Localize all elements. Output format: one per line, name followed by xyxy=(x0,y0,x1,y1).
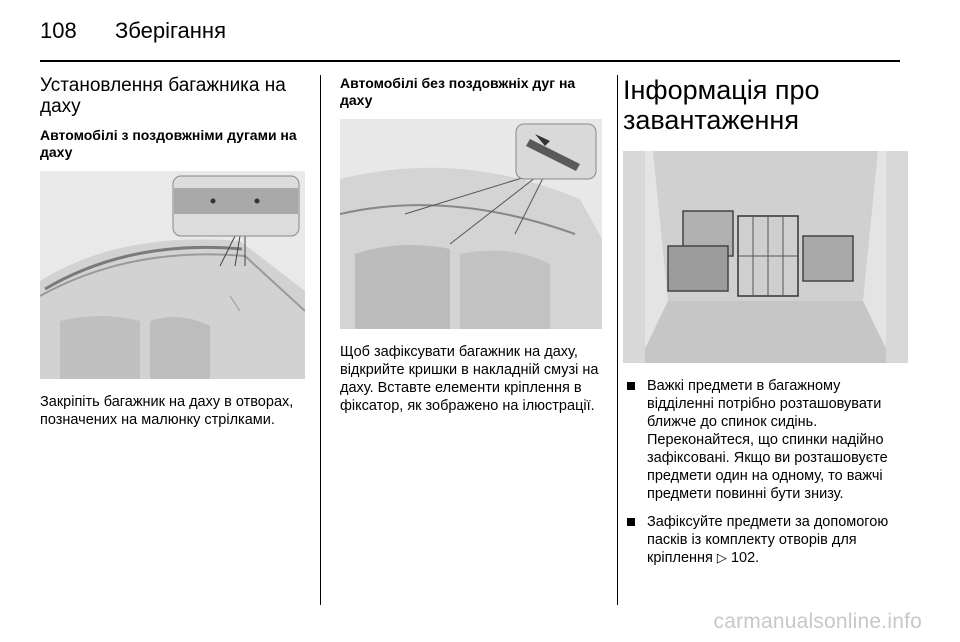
column-roof-rails xyxy=(40,75,305,429)
page-reference-icon[interactable]: ▷ xyxy=(716,550,727,565)
roof-no-rails-illustration xyxy=(340,119,602,329)
subsection-title: Автомобілі з поздовжніми дугами на даху xyxy=(40,127,297,160)
column-no-roof-rails xyxy=(340,75,602,415)
section-title: Установлення багажника на даху xyxy=(40,75,286,117)
page-number: 108 xyxy=(40,18,77,43)
header-rule xyxy=(40,60,900,62)
cargo-loading-illustration xyxy=(623,151,908,363)
loading-tips-list xyxy=(623,377,908,567)
list-item xyxy=(623,377,908,503)
column-divider xyxy=(617,75,618,605)
column-loading-info xyxy=(623,75,908,577)
watermark: carmanualsonline.info xyxy=(713,610,922,633)
chapter-title: Зберігання xyxy=(115,18,226,43)
body-text: Закріпіть багажник на даху в отворах, позначених на малюнку стрілками. xyxy=(40,394,294,428)
column-divider xyxy=(320,75,321,605)
page-reference-link[interactable]: 102. xyxy=(730,550,760,566)
bullet-text: Зафіксуйте предмети за допомогою пасків із комплекту отворів для кріплення xyxy=(647,514,889,566)
body-text: Щоб зафіксувати багажник на даху, відкрийте кришки в накладній смузі на даху. Вставте елементи кріплення в фіксатор, як зображено на ілюстрації. xyxy=(340,344,599,414)
roof-rails-illustration xyxy=(40,171,305,379)
bullet-text: Важкі предмети в багажному відділенні потрібно розташовувати ближче до спинок сидінь. Переконайтеся, що спинки надійно зафіксовані. Якщо ви розташовуєте предмети один на одному, то важчі предмети повинні бути знизу. xyxy=(647,378,888,502)
bullet-square-icon xyxy=(627,382,635,390)
list-item xyxy=(623,513,908,567)
page-header xyxy=(40,18,920,52)
subsection-title: Автомобілі без поздовжніх дуг на даху xyxy=(340,75,576,108)
section-title: Інформація про завантаження xyxy=(623,75,820,135)
bullet-square-icon xyxy=(627,518,635,526)
